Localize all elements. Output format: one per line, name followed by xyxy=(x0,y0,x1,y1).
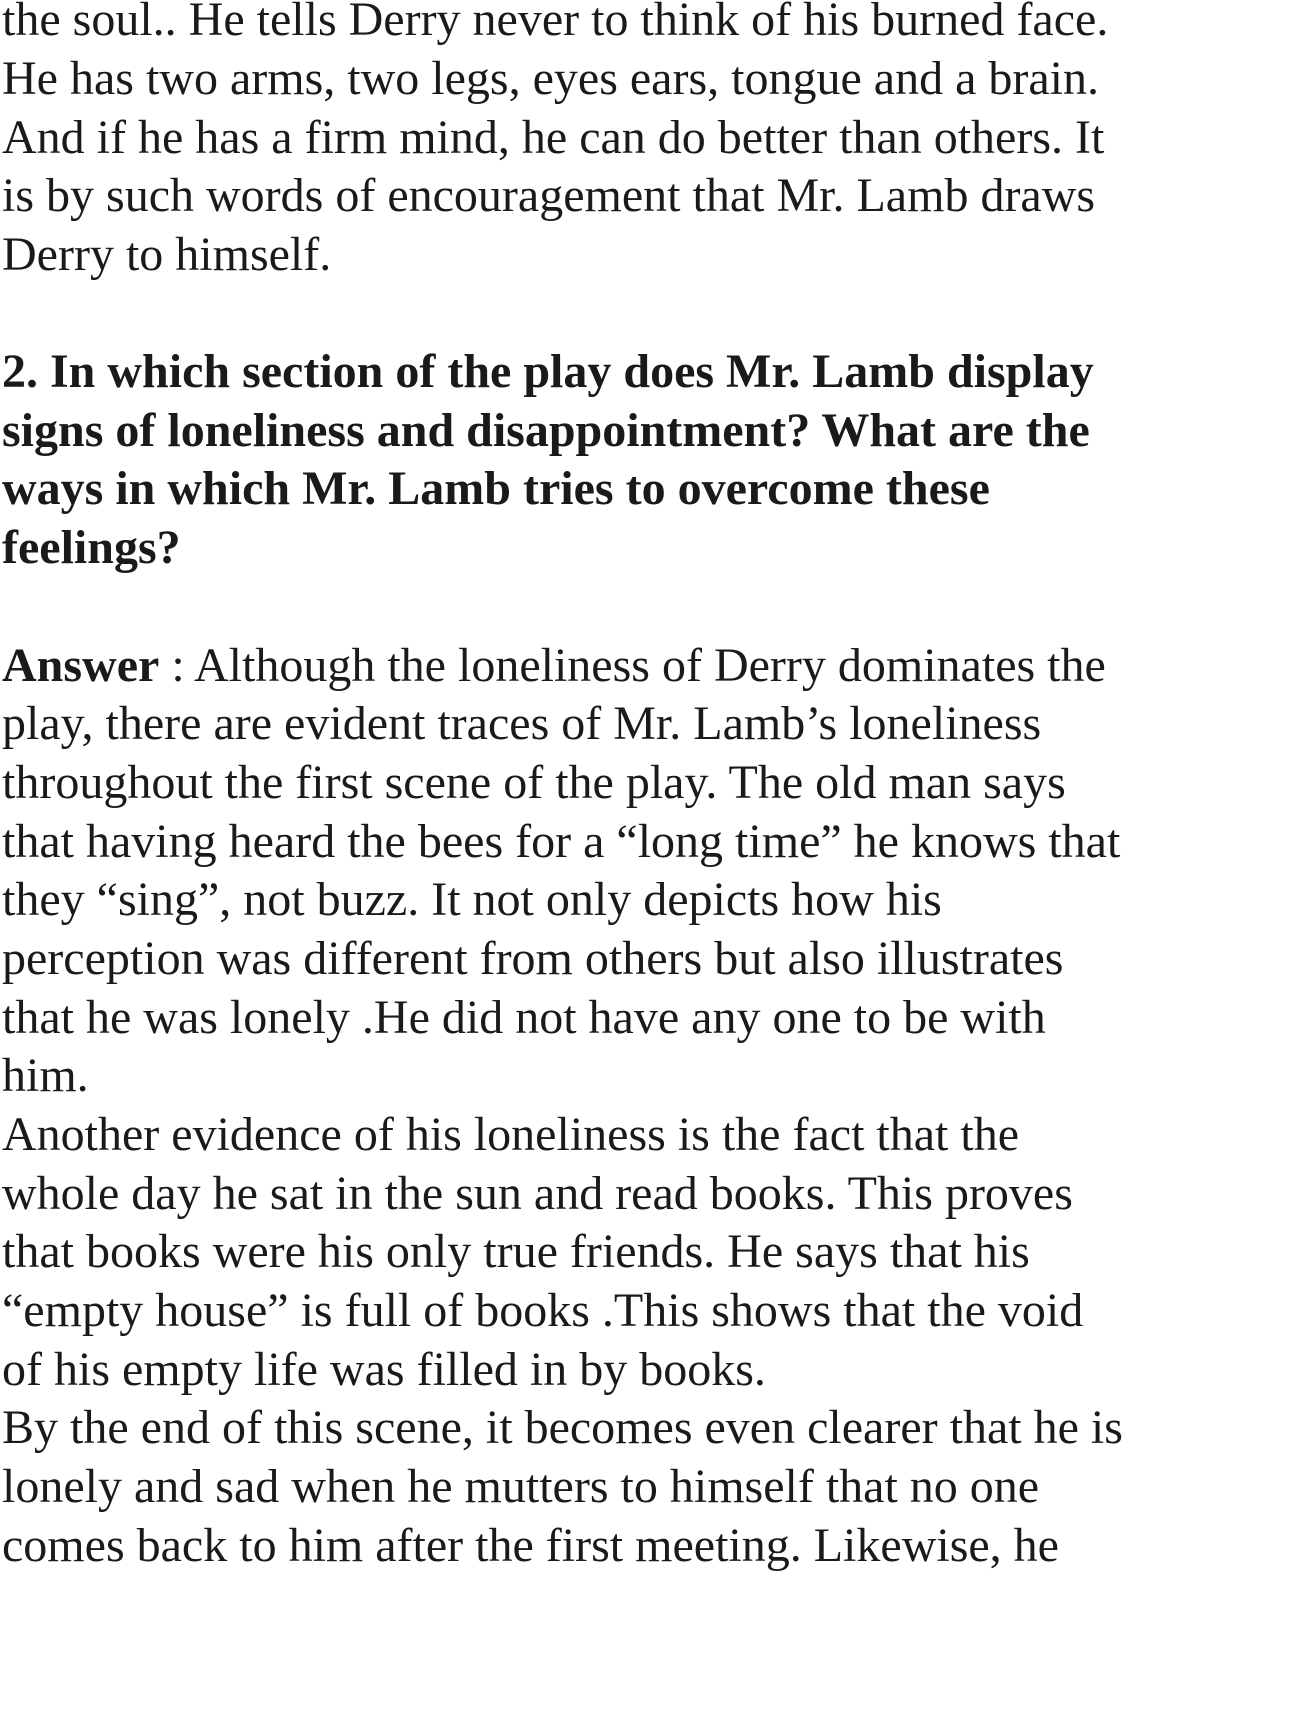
end-line-1: By the end of this scene, it becomes even clearer that he is xyxy=(2,1401,1123,1454)
end-line-2: lonely and sad when he mutters to himself that no one xyxy=(2,1460,1040,1513)
answer-first-line-text: : Although the loneliness of Derry dominates the xyxy=(159,639,1106,692)
answer-line-6: perception was different from others but also illustrates xyxy=(2,932,1064,985)
answer-line-5: they “sing”, not buzz. It not only depicts how his xyxy=(2,873,942,926)
end-line-3: comes back to him after the first meeting. Likewise, he xyxy=(2,1519,1059,1572)
intro-line-4: is by such words of encouragement that Mr. Lamb draws xyxy=(2,169,1096,222)
question-line-1: 2. In which section of the play does Mr. Lamb display xyxy=(2,345,1094,398)
intro-line-5: Derry to himself. xyxy=(2,228,332,281)
answer-line-2: play, there are evident traces of Mr. Lamb’s loneliness xyxy=(2,697,1042,750)
intro-line-2: He has two arms, two legs, eyes ears, tongue and a brain. xyxy=(2,52,1100,105)
answer-line-4: that having heard the bees for a “long time” he knows that xyxy=(2,815,1121,868)
question-line-4: feelings? xyxy=(2,521,181,574)
question-line-2: signs of loneliness and disappointment? What are the xyxy=(2,404,1090,457)
intro-line-3: And if he has a firm mind, he can do better than others. It xyxy=(2,111,1105,164)
answer-label: Answer xyxy=(2,639,160,692)
intro-line-1: the soul.. He tells Derry never to think of his burned face. xyxy=(2,0,1109,46)
books-line-5: of his empty life was filled in by books. xyxy=(2,1343,766,1396)
books-line-2: whole day he sat in the sun and read books. This proves xyxy=(2,1167,1073,1220)
answer-line-8: him. xyxy=(2,1049,89,1102)
answer-line-7: that he was lonely .He did not have any one to be with xyxy=(2,991,1046,1044)
books-line-3: that books were his only true friends. He says that his xyxy=(2,1225,1030,1278)
answer-line-3: throughout the first scene of the play. The old man says xyxy=(2,756,1066,809)
books-line-1: Another evidence of his loneliness is the fact that the xyxy=(2,1108,1020,1161)
question-line-3: ways in which Mr. Lamb tries to overcome these xyxy=(2,462,990,515)
books-line-4: “empty house” is full of books .This shows that the void xyxy=(2,1284,1084,1337)
answer-line-1 xyxy=(2,634,1106,698)
